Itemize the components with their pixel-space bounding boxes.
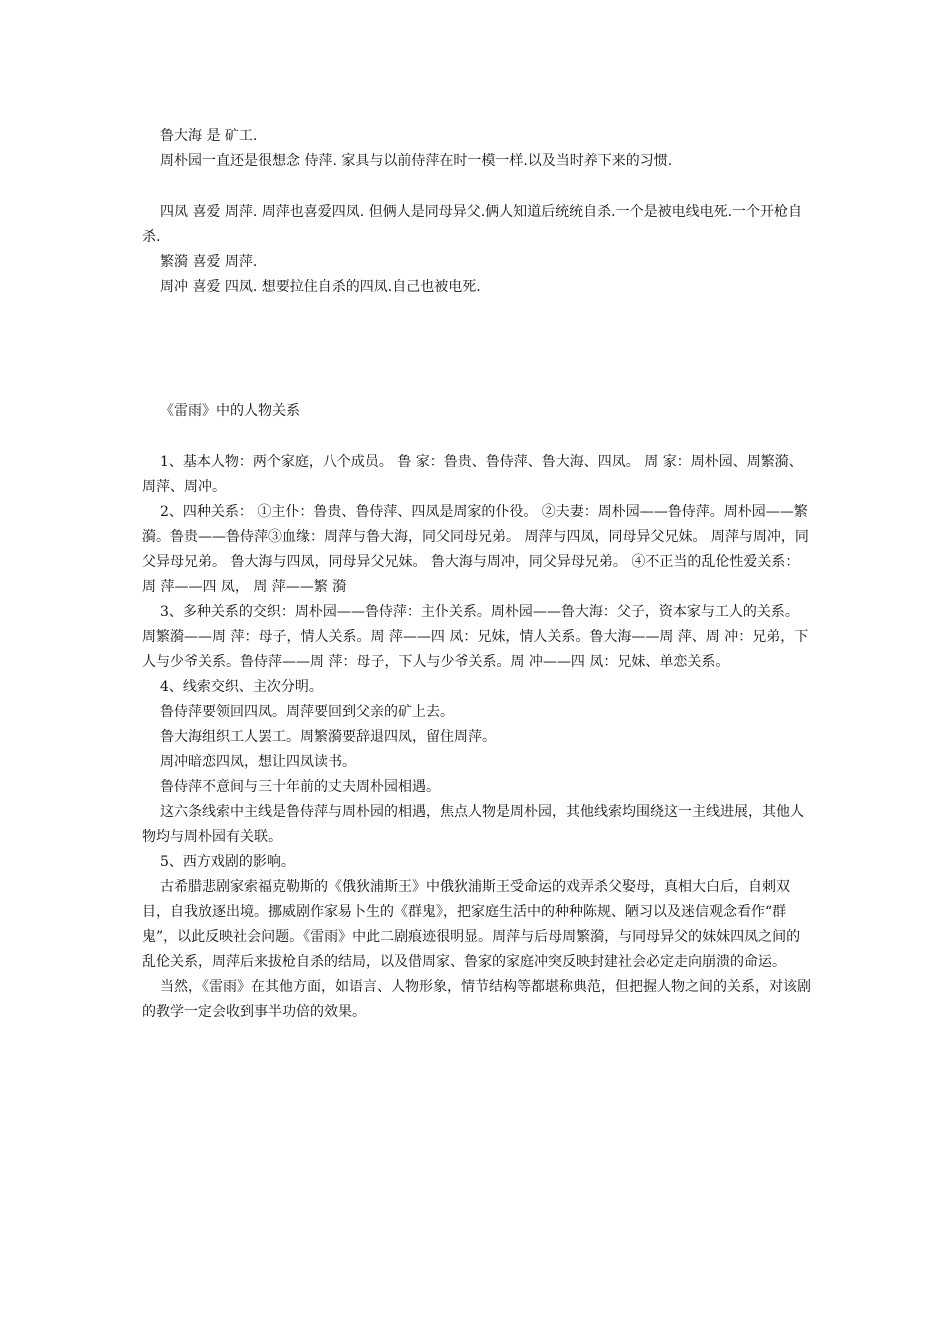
paragraph: 鲁大海组织工人罢工。周繁漪要辞退四凤，留住周萍。: [160, 729, 496, 745]
paragraph: 3、多种关系的交织：周朴园——鲁侍萍：主仆关系。周朴园——鲁大海：父子，资本家与工人的关系。周繁漪——周 萍：母子，情人关系。周 萍——四 凤：兄妹，情人关系。鲁大海——周 萍、周 冲：兄弟，下人与少爷关系。鲁侍萍——周 萍：母子，下人与少爷关系。周 冲——四 凤：兄妹、单恋关系。: [142, 604, 809, 670]
paragraph: 5、西方戏剧的影响。: [160, 854, 295, 870]
paragraph: 1、基本人物：两个家庭，八个成员。 鲁 家：鲁贵、鲁侍萍、鲁大海、四凤。 周 家：周朴园、周繁漪、周萍、周冲。: [142, 454, 803, 495]
article-body: [142, 450, 812, 1025]
notes-block-1: [142, 124, 812, 174]
paragraph: 2、四种关系： ①主仆：鲁贵、鲁侍萍、四凤是周家的仆役。 ②夫妻：周朴园——鲁侍萍。周朴园——繁漪。鲁贵——鲁侍萍③血缘：周萍与鲁大海，同父同母兄弟。 周萍与四凤，同母异父兄妹。 周萍与周冲，同父异母兄弟。 鲁大海与四凤，同母异父兄妹。 鲁大海与周冲，同父异母兄弟。 ④不正当的乱伦性爱关系：周 萍——四 凤， 周 萍——繁 漪: [142, 504, 809, 595]
article-title: 《雷雨》中的人物关系: [160, 403, 300, 419]
notes-block-2: [142, 200, 812, 300]
note-line: 周朴园一直还是很想念 侍萍. 家具与以前侍萍在时一模一样.以及当时养下来的习惯.: [160, 153, 673, 169]
paragraph: 这六条线索中主线是鲁侍萍与周朴园的相遇，焦点人物是周朴园，其他线索均围绕这一主线进展，其他人物均与周朴园有关联。: [142, 804, 804, 845]
paragraph: 当然，《雷雨》在其他方面，如语言、人物形象，情节结构等都堪称典范，但把握人物之间的关系，对该剧的教学一定会收到事半功倍的效果。: [142, 979, 811, 1020]
paragraph: 周冲暗恋四凤，想让四凤读书。: [160, 754, 356, 770]
paragraph: 鲁侍萍不意间与三十年前的丈夫周朴园相遇。: [160, 779, 440, 795]
paragraph: 古希腊悲剧家索福克勒斯的《俄狄浦斯王》中俄狄浦斯王受命运的戏弄杀父娶母，真相大白后，自刺双目，自我放逐出境。挪威剧作家易卜生的《群鬼》，把家庭生活中的种种陈规、陋习以及迷信观念看作“群鬼”，以此反映社会问题。《雷雨》中此二剧痕迹很明显。周萍与后母周繁漪，与同母异父的妹妹四凤之间的乱伦关系，周萍后来拔枪自杀的结局，以及借周家、鲁家的家庭冲突反映封建社会必定走向崩溃的命运。: [142, 879, 801, 970]
paragraph: 鲁侍萍要领回四凤。周萍要回到父亲的矿上去。: [160, 704, 454, 720]
paragraph: 4、线索交织、主次分明。: [160, 679, 323, 695]
note-line: 鲁大海 是 矿工.: [160, 128, 258, 144]
note-line: 周冲 喜爱 四凤. 想要拉住自杀的四凤.自己也被电死.: [160, 279, 481, 295]
note-line: 四凤 喜爱 周萍. 周萍也喜爱四凤. 但俩人是同母异父.俩人知道后统统自杀.一个是被电线电死.一个开枪自杀.: [142, 204, 803, 245]
note-line: 繁漪 喜爱 周萍.: [160, 254, 258, 270]
